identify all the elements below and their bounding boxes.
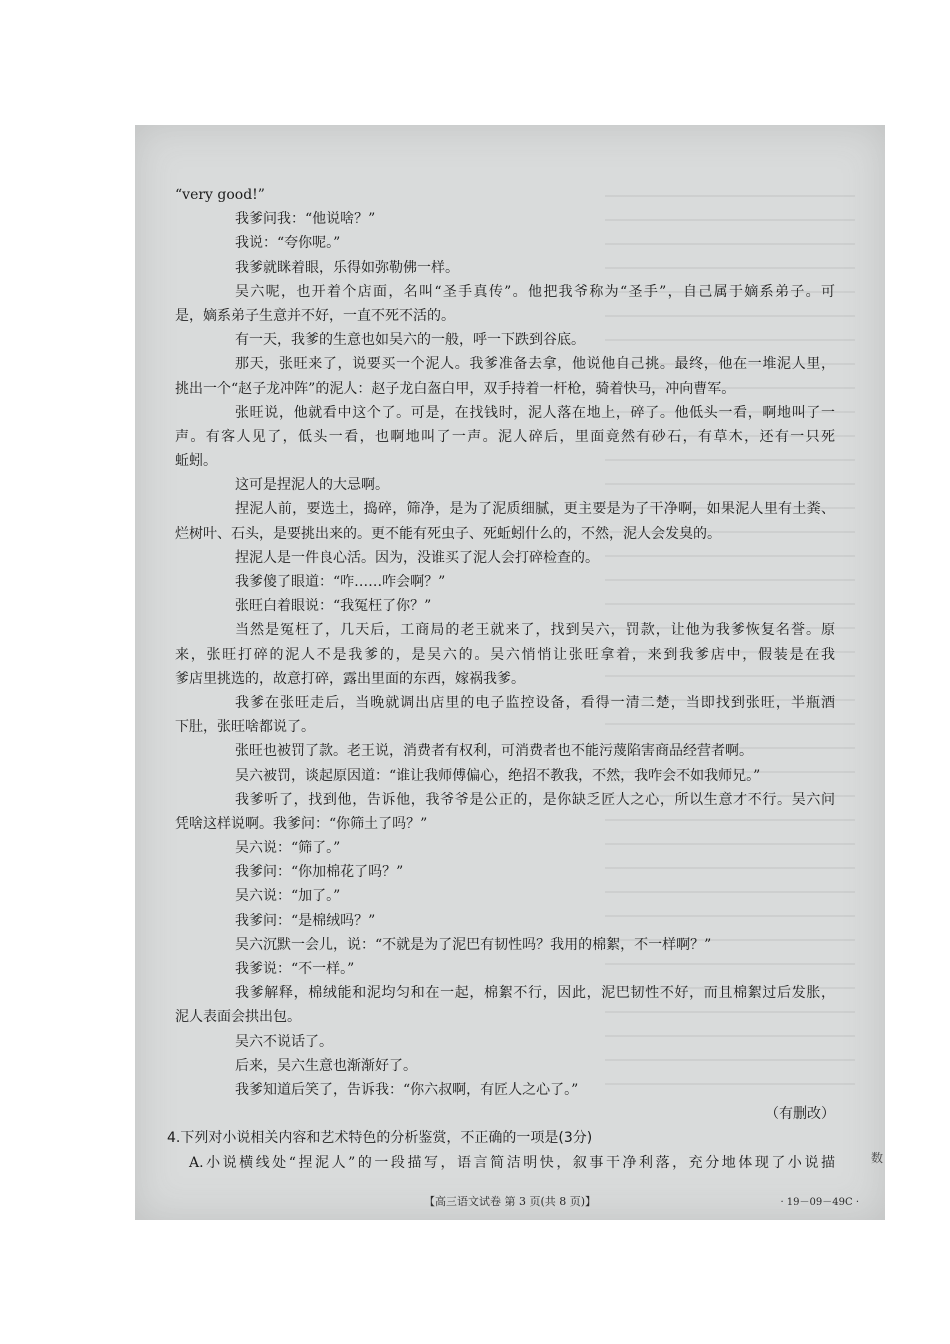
text-line: 挑出一个“赵子龙冲阵”的泥人：赵子龙白盔白甲，双手持着一杆枪，骑着快马，冲向曹军。 (175, 380, 736, 397)
text-line: 我说：“夸你呢。” (235, 235, 341, 252)
text-line: 吴六说：“加了。” (235, 888, 341, 905)
text-line: 捏泥人前，要选土，捣碎，筛净，是为了泥质细腻，更主要是为了干净啊，如果泥人里有土粪、 (235, 501, 835, 518)
text-line: 吴六沉默一会儿，说：“不就是为了泥巴有韧性吗？我用的棉絮，不一样啊？” (235, 936, 712, 953)
footer-exam-code: · 19－09－49C · (780, 1197, 859, 1208)
edge-mark: 数 (870, 1151, 883, 1165)
text-line: 那天，张旺来了，说要买一个泥人。我爹准备去拿，他说他自己挑。最终，他在一堆泥人里， (235, 356, 835, 373)
text-line: 下肚，张旺啥都说了。 (175, 719, 315, 736)
page-footer (135, 1193, 885, 1213)
text-line: 张旺白着眼说：“我冤枉了你？” (235, 598, 432, 615)
text-line: 我爹问我：“他说啥？” (235, 211, 376, 228)
text-line: 捏泥人是一件良心活。因为，没谁买了泥人会打碎检查的。 (235, 549, 599, 566)
option-a: A.小说横线处“捏泥人”的一段描写，语言简洁明快，叙事干净利落，充分地体现了小说描 (189, 1154, 835, 1171)
text-line: 我爹听了，找到他，告诉他，我爷爷是公正的，是你缺乏匠人之心，所以生意才不行。吴六问 (235, 791, 835, 808)
text-line: 张旺说，他就看中这个了。可是，在找钱时，泥人落在地上，碎了。他低头一看，啊地叫了一 (235, 404, 835, 421)
text-line: 张旺也被罚了款。老王说，消费者有权利，可消费者也不能污蔑陷害商品经营者啊。 (235, 743, 753, 760)
text-line: 我爹知道后笑了，告诉我：“你六叔啊，有匠人之心了。” (235, 1081, 579, 1098)
edit-note: （有删改） (765, 1106, 835, 1123)
text-line: “very good!” (175, 187, 265, 203)
text-line: 泥人表面会拱出包。 (175, 1009, 301, 1026)
text-line: 我爹就眯着眼，乐得如弥勒佛一样。 (235, 259, 459, 276)
text-line: 后来，吴六生意也渐渐好了。 (235, 1057, 417, 1074)
story-text (167, 183, 835, 1175)
scanned-page (135, 125, 885, 1220)
text-line: 烂树叶、石头，是要挑出来的。更不能有死虫子、死蚯蚓什么的，不然，泥人会发臭的。 (175, 525, 721, 542)
text-line: 我爹在张旺走后，当晚就调出店里的电子监控设备，看得一清二楚，当即找到张旺，半瓶酒 (235, 694, 835, 711)
text-line: 吴六不说话了。 (235, 1033, 333, 1050)
text-line: 这可是捏泥人的大忌啊。 (235, 477, 389, 494)
text-line: 我爹说：“不一样。” (235, 961, 355, 977)
text-line: 蚯蚓。 (175, 453, 217, 470)
text-line: 我爹傻了眼道：“咋……咋会啊？” (235, 574, 446, 590)
text-line: 是，嫡系弟子生意并不好，一直不死不活的。 (175, 307, 455, 324)
text-line: 我爹问：“是棉绒吗？” (235, 912, 376, 929)
text-line: 吴六呢，也开着个店面，名叫“圣手真传”。他把我爷称为“圣手”，自己属于嫡系弟子。可 (235, 283, 835, 300)
text-line: 我爹解释，棉绒能和泥均匀和在一起，棉絮不行，因此，泥巴韧性不好，而且棉絮过后发胀， (235, 985, 835, 1002)
text-line: 来，张旺打碎的泥人不是我爹的，是吴六的。吴六悄悄让张旺拿着，来到我爹店中，假装是在我 (175, 646, 835, 663)
text-line: 爹店里挑选的，故意打碎，露出里面的东西，嫁祸我爹。 (175, 670, 525, 687)
text-line: 有一天，我爹的生意也如吴六的一般，呼一下跌到谷底。 (235, 332, 585, 349)
footer-page-info: 【高三语文试卷 第 3 页(共 8 页)】 (423, 1195, 597, 1208)
text-line: 凭啥这样说啊。我爹问：“你筛土了吗？” (175, 815, 428, 832)
text-line: 吴六被罚，谈起原因道：“谁让我师傅偏心，绝招不教我，不然，我咋会不如我师兄。” (235, 767, 761, 784)
text-line: 我爹问：“你加棉花了吗？” (235, 864, 404, 881)
text-line: 吴六说：“筛了。” (235, 840, 341, 857)
text-line: 当然是冤枉了，几天后，工商局的老王就来了，找到吴六，罚款，让他为我爹恢复名誉。原 (235, 622, 835, 639)
text-line: 声。有客人见了，低头一看，也啊地叫了一声。泥人碎后，里面竟然有砂石，有草木，还有一只死 (175, 428, 835, 445)
question-4: 4.下列对小说相关内容和艺术特色的分析鉴赏，不正确的一项是(3分) (167, 1130, 593, 1147)
